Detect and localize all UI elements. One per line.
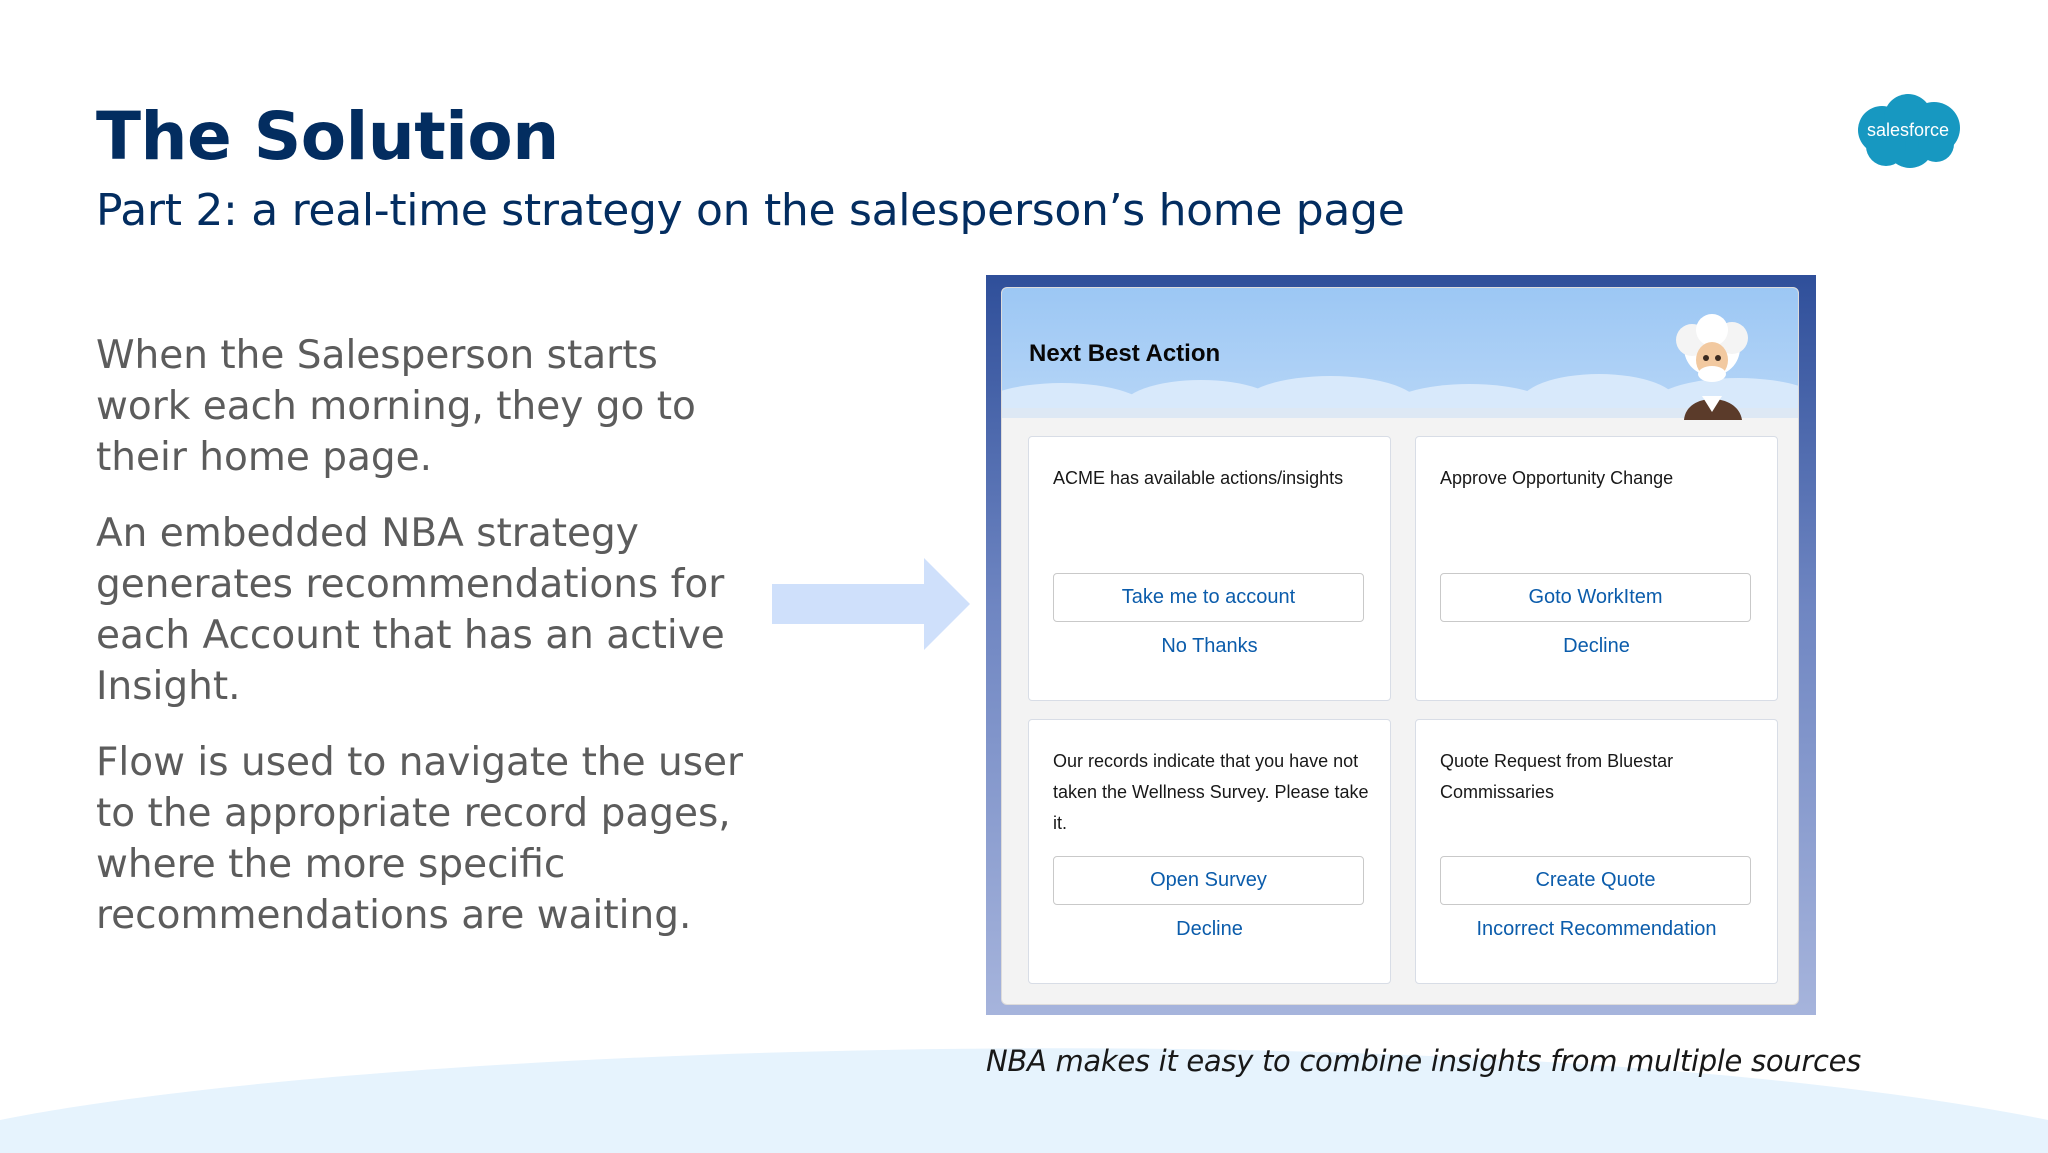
incorrect-recommendation-link[interactable]: Incorrect Recommendation <box>1476 918 1717 940</box>
decline-link[interactable]: Decline <box>1563 635 1630 657</box>
take-me-to-account-button[interactable]: Take me to account <box>1053 573 1364 622</box>
body-text <box>96 330 756 966</box>
nba-header <box>1002 288 1798 418</box>
card-description: Approve Opportunity Change <box>1440 468 1674 488</box>
no-thanks-link[interactable]: No Thanks <box>1161 635 1258 657</box>
recommendation-card <box>1415 719 1778 984</box>
body-paragraph: Flow is used to navigate the user to the appropriate record pages, where the more specific recommendations are waiting. <box>96 740 744 938</box>
create-quote-button[interactable]: Create Quote <box>1440 856 1751 905</box>
screenshot-caption: NBA makes it easy to combine insights from multiple sources <box>986 1044 1861 1078</box>
card-description: ACME has available actions/insights <box>1053 468 1344 488</box>
card-description: Our records indicate that you have not taken the Wellness Survey. Please take it. <box>1053 751 1369 833</box>
recommendation-card <box>1028 436 1391 701</box>
salesforce-logo <box>1852 92 1964 172</box>
card-description: Quote Request from Bluestar Commissaries <box>1440 751 1674 802</box>
einstein-mascot-icon <box>1662 308 1774 420</box>
nba-component <box>1001 287 1799 1005</box>
right-arrow-icon <box>772 558 970 650</box>
nba-title: Next Best Action <box>1029 340 1221 367</box>
logo-text: salesforce <box>1866 120 1950 140</box>
slide-subtitle: Part 2: a real-time strategy on the salesperson’s home page <box>96 185 1405 236</box>
decline-link[interactable]: Decline <box>1176 918 1243 940</box>
nba-screenshot-frame <box>986 275 1816 1015</box>
body-paragraph: An embedded NBA strategy generates recommendations for each Account that has an active Insight. <box>96 511 725 709</box>
body-paragraph: When the Salesperson starts work each morning, they go to their home page. <box>96 333 696 480</box>
recommendation-card <box>1415 436 1778 701</box>
slide-title: The Solution <box>96 98 559 175</box>
goto-workitem-button[interactable]: Goto WorkItem <box>1440 573 1751 622</box>
open-survey-button[interactable]: Open Survey <box>1053 856 1364 905</box>
recommendation-card <box>1028 719 1391 984</box>
